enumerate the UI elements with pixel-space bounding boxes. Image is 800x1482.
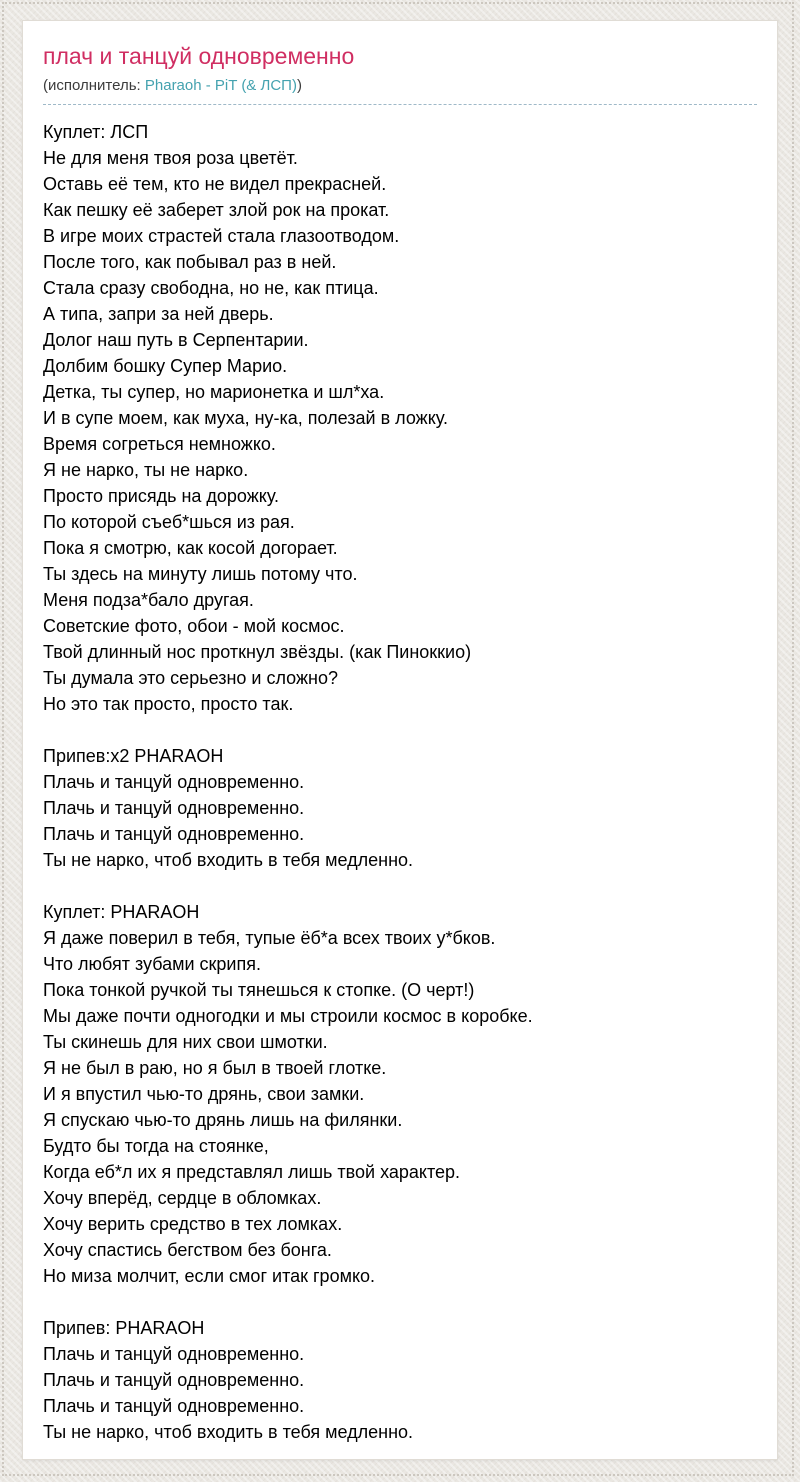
lyric-line: Ты скинешь для них свои шмотки. <box>43 1032 328 1052</box>
lyric-line: Долог наш путь в Серпентарии. <box>43 330 309 350</box>
lyric-line: Стала сразу свободна, но не, как птица. <box>43 278 379 298</box>
lyric-line: Не для меня твоя роза цветёт. <box>43 148 298 168</box>
lyric-line: Пока я смотрю, как косой догорает. <box>43 538 338 558</box>
stanza <box>43 1315 757 1445</box>
lyric-line: Я спускаю чью-то дрянь лишь на филянки. <box>43 1110 403 1130</box>
lyrics-card <box>22 20 778 1460</box>
lyric-line: Припев:x2 PHARAOH <box>43 746 224 766</box>
lyric-line: Я не нарко, ты не нарко. <box>43 460 249 480</box>
lyric-line: Что любят зубами скрипя. <box>43 954 261 974</box>
lyric-line: А типа, запри за ней дверь. <box>43 304 274 324</box>
lyric-line: И я впустил чью-то дрянь, свои замки. <box>43 1084 365 1104</box>
lyric-line: Пока тонкой ручкой ты тянешься к стопке. (О черт!) <box>43 980 475 1000</box>
lyric-line: Но это так просто, просто так. <box>43 694 294 714</box>
lyric-line: Время согреться немножко. <box>43 434 276 454</box>
lyric-line: И в супе моем, как муха, ну-ка, полезай в ложку. <box>43 408 448 428</box>
lyric-line: Мы даже почти одногодки и мы строили космос в коробке. <box>43 1006 533 1026</box>
stanza <box>43 743 757 873</box>
lyric-line: Детка, ты супер, но марионетка и шл*ха. <box>43 382 385 402</box>
lyric-line: Хочу вперёд, сердце в обломках. <box>43 1188 322 1208</box>
lyric-line: Как пешку её заберет злой рок на прокат. <box>43 200 390 220</box>
lyric-line: Будто бы тогда на стоянке, <box>43 1136 269 1156</box>
song-title: плач и танцуй одновременно <box>43 43 355 69</box>
lyric-line: Твой длинный нос проткнул звёзды. (как Пиноккио) <box>43 642 472 662</box>
lyric-line: Плачь и танцуй одновременно. <box>43 798 305 818</box>
lyric-line: Ты думала это серьезно и сложно? <box>43 668 338 688</box>
stanza <box>43 899 757 1289</box>
lyric-line: Когда еб*л их я представлял лишь твой характер. <box>43 1162 461 1182</box>
artist-link[interactable]: Pharaoh - PiT (& ЛСП) <box>144 77 297 94</box>
lyrics-text <box>43 119 757 1445</box>
lyric-line: В игре моих страстей стала глазоотводом. <box>43 226 400 246</box>
artist-line <box>43 76 757 105</box>
lyric-line: Куплет: ЛСП <box>43 122 149 142</box>
lyric-line: Хочу верить средство в тех ломках. <box>43 1214 343 1234</box>
lyric-line: Плачь и танцуй одновременно. <box>43 1370 305 1390</box>
lyric-line: Плачь и танцуй одновременно. <box>43 772 305 792</box>
stanza <box>43 119 757 717</box>
lyric-line: Я даже поверил в тебя, тупые ёб*а всех твоих у*бков. <box>43 928 496 948</box>
lyric-line: Долбим бошку Супер Марио. <box>43 356 288 376</box>
lyric-line: После того, как побывал раз в ней. <box>43 252 337 272</box>
lyric-line: Меня подза*бало другая. <box>43 590 254 610</box>
lyric-line: Ты здесь на минуту лишь потому что. <box>43 564 358 584</box>
lyric-line: Ты не нарко, чтоб входить в тебя медленно. <box>43 850 414 870</box>
lyric-line: Плачь и танцуй одновременно. <box>43 1344 305 1364</box>
lyric-line: Но миза молчит, если смог итак громко. <box>43 1266 376 1286</box>
lyric-line: По которой съеб*шься из рая. <box>43 512 295 532</box>
lyric-line: Ты не нарко, чтоб входить в тебя медленно. <box>43 1422 414 1442</box>
lyric-line: Просто присядь на дорожку. <box>43 486 280 506</box>
lyric-line: Плачь и танцуй одновременно. <box>43 1396 305 1416</box>
lyric-line: Советские фото, обои - мой космос. <box>43 616 345 636</box>
lyric-line: Хочу спастись бегством без бонга. <box>43 1240 332 1260</box>
lyric-line: Я не был в раю, но я был в твоей глотке. <box>43 1058 387 1078</box>
lyric-line: Куплет: PHARAOH <box>43 902 200 922</box>
artist-label-close: ) <box>296 77 302 94</box>
artist-label: (исполнитель: <box>43 77 145 94</box>
lyric-line: Припев: PHARAOH <box>43 1318 205 1338</box>
lyric-line: Оставь её тем, кто не видел прекрасней. <box>43 174 387 194</box>
lyric-line: Плачь и танцуй одновременно. <box>43 824 305 844</box>
